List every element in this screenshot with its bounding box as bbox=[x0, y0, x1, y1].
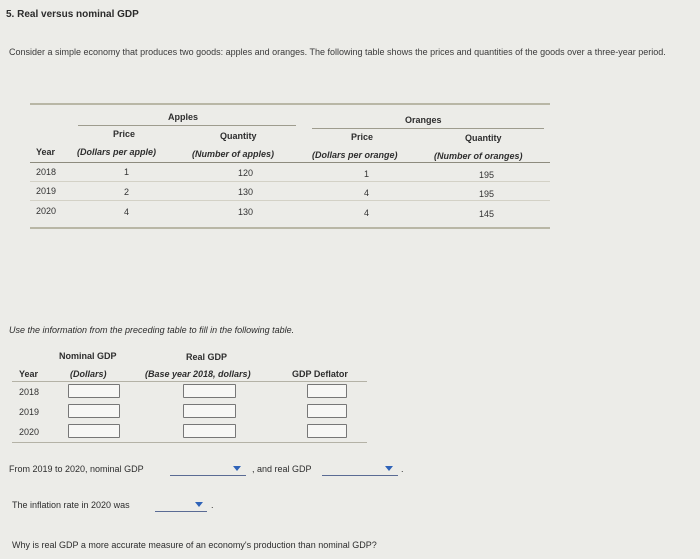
oranges-group-rule bbox=[312, 128, 544, 129]
fill-year-header: Year bbox=[19, 369, 39, 379]
real-gdp-input-2020[interactable] bbox=[183, 424, 236, 438]
table-bottom-rule bbox=[30, 227, 550, 229]
gdp-deflator-header: GDP Deflator bbox=[292, 369, 348, 379]
orange-qty-header: Quantity bbox=[465, 133, 502, 143]
gdp-deflator-input-2019[interactable] bbox=[307, 404, 347, 418]
chevron-down-icon bbox=[195, 502, 203, 507]
q2-prefix: The inflation rate in 2020 was bbox=[12, 500, 130, 510]
apples-group-rule bbox=[78, 125, 296, 126]
year-header: Year bbox=[36, 147, 56, 157]
row-orange-qty: 195 bbox=[479, 189, 495, 199]
gdp-deflator-input-2020[interactable] bbox=[307, 424, 347, 438]
row-apple-price: 4 bbox=[124, 207, 130, 217]
q2-suffix: . bbox=[211, 500, 214, 510]
row-orange-price: 4 bbox=[364, 208, 370, 218]
chevron-down-icon bbox=[233, 466, 241, 471]
row-orange-qty: 195 bbox=[479, 170, 495, 180]
orange-price-header: Price bbox=[351, 132, 374, 142]
q1-prefix: From 2019 to 2020, nominal GDP bbox=[9, 464, 144, 474]
nominal-gdp-input-2019[interactable] bbox=[68, 404, 120, 418]
fill-instruction: Use the information from the preceding table to fill in the following table. bbox=[9, 325, 295, 335]
nominal-gdp-input-2018[interactable] bbox=[68, 384, 120, 398]
row-apple-price: 1 bbox=[124, 167, 130, 177]
table-top-rule bbox=[30, 103, 550, 105]
row-orange-qty: 145 bbox=[479, 209, 495, 219]
row-divider bbox=[30, 200, 550, 201]
dropdown-underline bbox=[155, 511, 207, 512]
fill-row-year: 2019 bbox=[19, 407, 40, 417]
nominal-gdp-input-2020[interactable] bbox=[68, 424, 120, 438]
real-gdp-header: Real GDP bbox=[186, 352, 228, 362]
dropdown-underline bbox=[170, 475, 246, 476]
fill-row-year: 2020 bbox=[19, 427, 40, 437]
oranges-heading: Oranges bbox=[405, 115, 442, 125]
nominal-gdp-header: Nominal GDP bbox=[59, 351, 117, 361]
chevron-down-icon bbox=[385, 466, 393, 471]
real-gdp-input-2018[interactable] bbox=[183, 384, 236, 398]
orange-qty-unit: (Number of oranges) bbox=[434, 151, 523, 161]
row-orange-price: 4 bbox=[364, 188, 370, 198]
q3-text: Why is real GDP a more accurate measure of an economy's production than nominal GDP? bbox=[12, 540, 377, 550]
gdp-deflator-input-2018[interactable] bbox=[307, 384, 347, 398]
apples-heading: Apples bbox=[168, 112, 199, 122]
apple-price-header: Price bbox=[113, 129, 136, 139]
fill-header-rule bbox=[12, 381, 367, 382]
page-title: 5. Real versus nominal GDP bbox=[6, 9, 139, 20]
row-year: 2018 bbox=[36, 167, 57, 177]
row-apple-qty: 120 bbox=[238, 168, 254, 178]
row-orange-price: 1 bbox=[364, 169, 370, 179]
apple-qty-unit: (Number of apples) bbox=[192, 149, 275, 159]
row-year: 2020 bbox=[36, 206, 57, 216]
fill-bottom-rule bbox=[12, 442, 367, 443]
row-year: 2019 bbox=[36, 186, 57, 196]
real-gdp-input-2019[interactable] bbox=[183, 404, 236, 418]
row-apple-qty: 130 bbox=[238, 187, 254, 197]
q1-suffix: . bbox=[401, 464, 404, 474]
nominal-gdp-unit: (Dollars) bbox=[70, 369, 107, 379]
row-divider bbox=[30, 181, 550, 182]
row-apple-price: 2 bbox=[124, 187, 130, 197]
dropdown-underline bbox=[322, 475, 398, 476]
orange-price-unit: (Dollars per orange) bbox=[312, 150, 398, 160]
fill-row-year: 2018 bbox=[19, 387, 40, 397]
intro-text: Consider a simple economy that produces two goods: apples and oranges. The following table shows the prices and quantities of the goods over a three-year period. bbox=[9, 47, 666, 57]
q1-middle: , and real GDP bbox=[252, 464, 312, 474]
table-header-rule bbox=[30, 162, 550, 163]
row-apple-qty: 130 bbox=[238, 207, 254, 217]
apple-price-unit: (Dollars per apple) bbox=[77, 147, 157, 157]
apple-qty-header: Quantity bbox=[220, 131, 257, 141]
real-gdp-unit: (Base year 2018, dollars) bbox=[145, 369, 251, 379]
